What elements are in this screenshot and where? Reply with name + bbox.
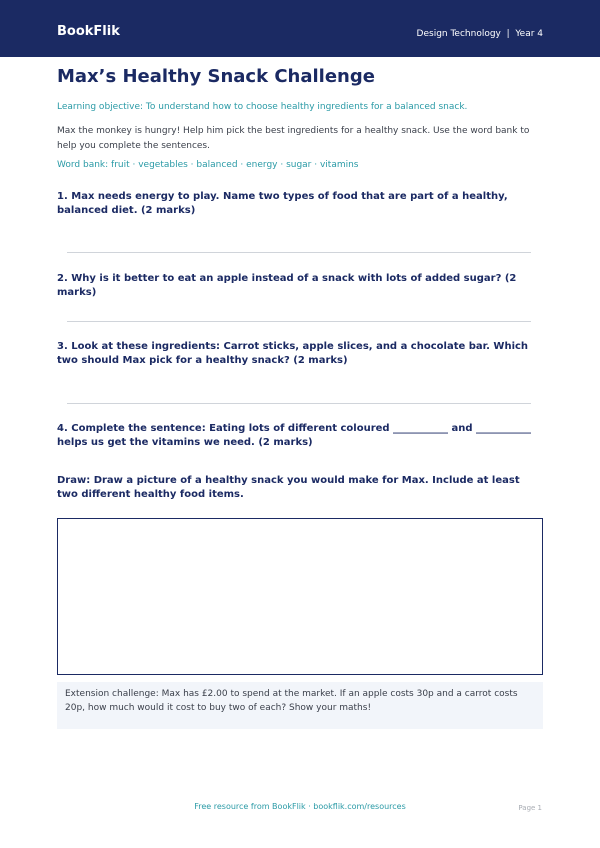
answer-line-2[interactable] bbox=[67, 321, 531, 322]
page-number: Page 1 bbox=[518, 804, 542, 812]
question-3: 3. Look at these ingredients: Carrot sticks, apple slices, and a chocolate bar. Which two should Max pick for a healthy snack? (2 marks) bbox=[57, 341, 529, 366]
question-2: 2. Why is it better to eat an apple instead of a snack with lots of added sugar? (2 marks) bbox=[57, 273, 517, 298]
page-title: Max’s Healthy Snack Challenge bbox=[57, 66, 375, 87]
answer-line-1[interactable] bbox=[67, 252, 531, 253]
header-bar bbox=[0, 0, 600, 57]
intro-text: Max the monkey is hungry! Help him pick the best ingredients for a healthy snack. Use the word bank to help you complete the sentences. bbox=[57, 126, 530, 151]
learning-objective: Learning objective: To understand how to choose healthy ingredients for a balanced snack. bbox=[57, 102, 468, 112]
drawing-box[interactable] bbox=[57, 518, 543, 675]
word-bank: Word bank: fruit · vegetables · balanced · energy · sugar · vitamins bbox=[57, 160, 359, 170]
brand-logo: BookFlik bbox=[57, 24, 120, 39]
draw-prompt: Draw: Draw a picture of a healthy snack you would make for Max. Include at least two different healthy food items. bbox=[57, 475, 520, 500]
subject-year-label: Design Technology | Year 4 bbox=[416, 29, 543, 39]
question-1: 1. Max needs energy to play. Name two types of food that are part of a healthy, balanced diet. (2 marks) bbox=[57, 191, 508, 216]
answer-line-3[interactable] bbox=[67, 403, 531, 404]
extension-challenge: Extension challenge: Max has £2.00 to spend at the market. If an apple costs 30p and a carrot costs 20p, how much would it cost to buy two of each? Show your maths! bbox=[57, 682, 543, 729]
footer-link[interactable]: Free resource from BookFlik · bookflik.com/resources bbox=[194, 802, 406, 811]
question-4: 4. Complete the sentence: Eating lots of different coloured ___________ and ___________ helps us get the vitamins we need. (2 marks) bbox=[57, 423, 532, 448]
